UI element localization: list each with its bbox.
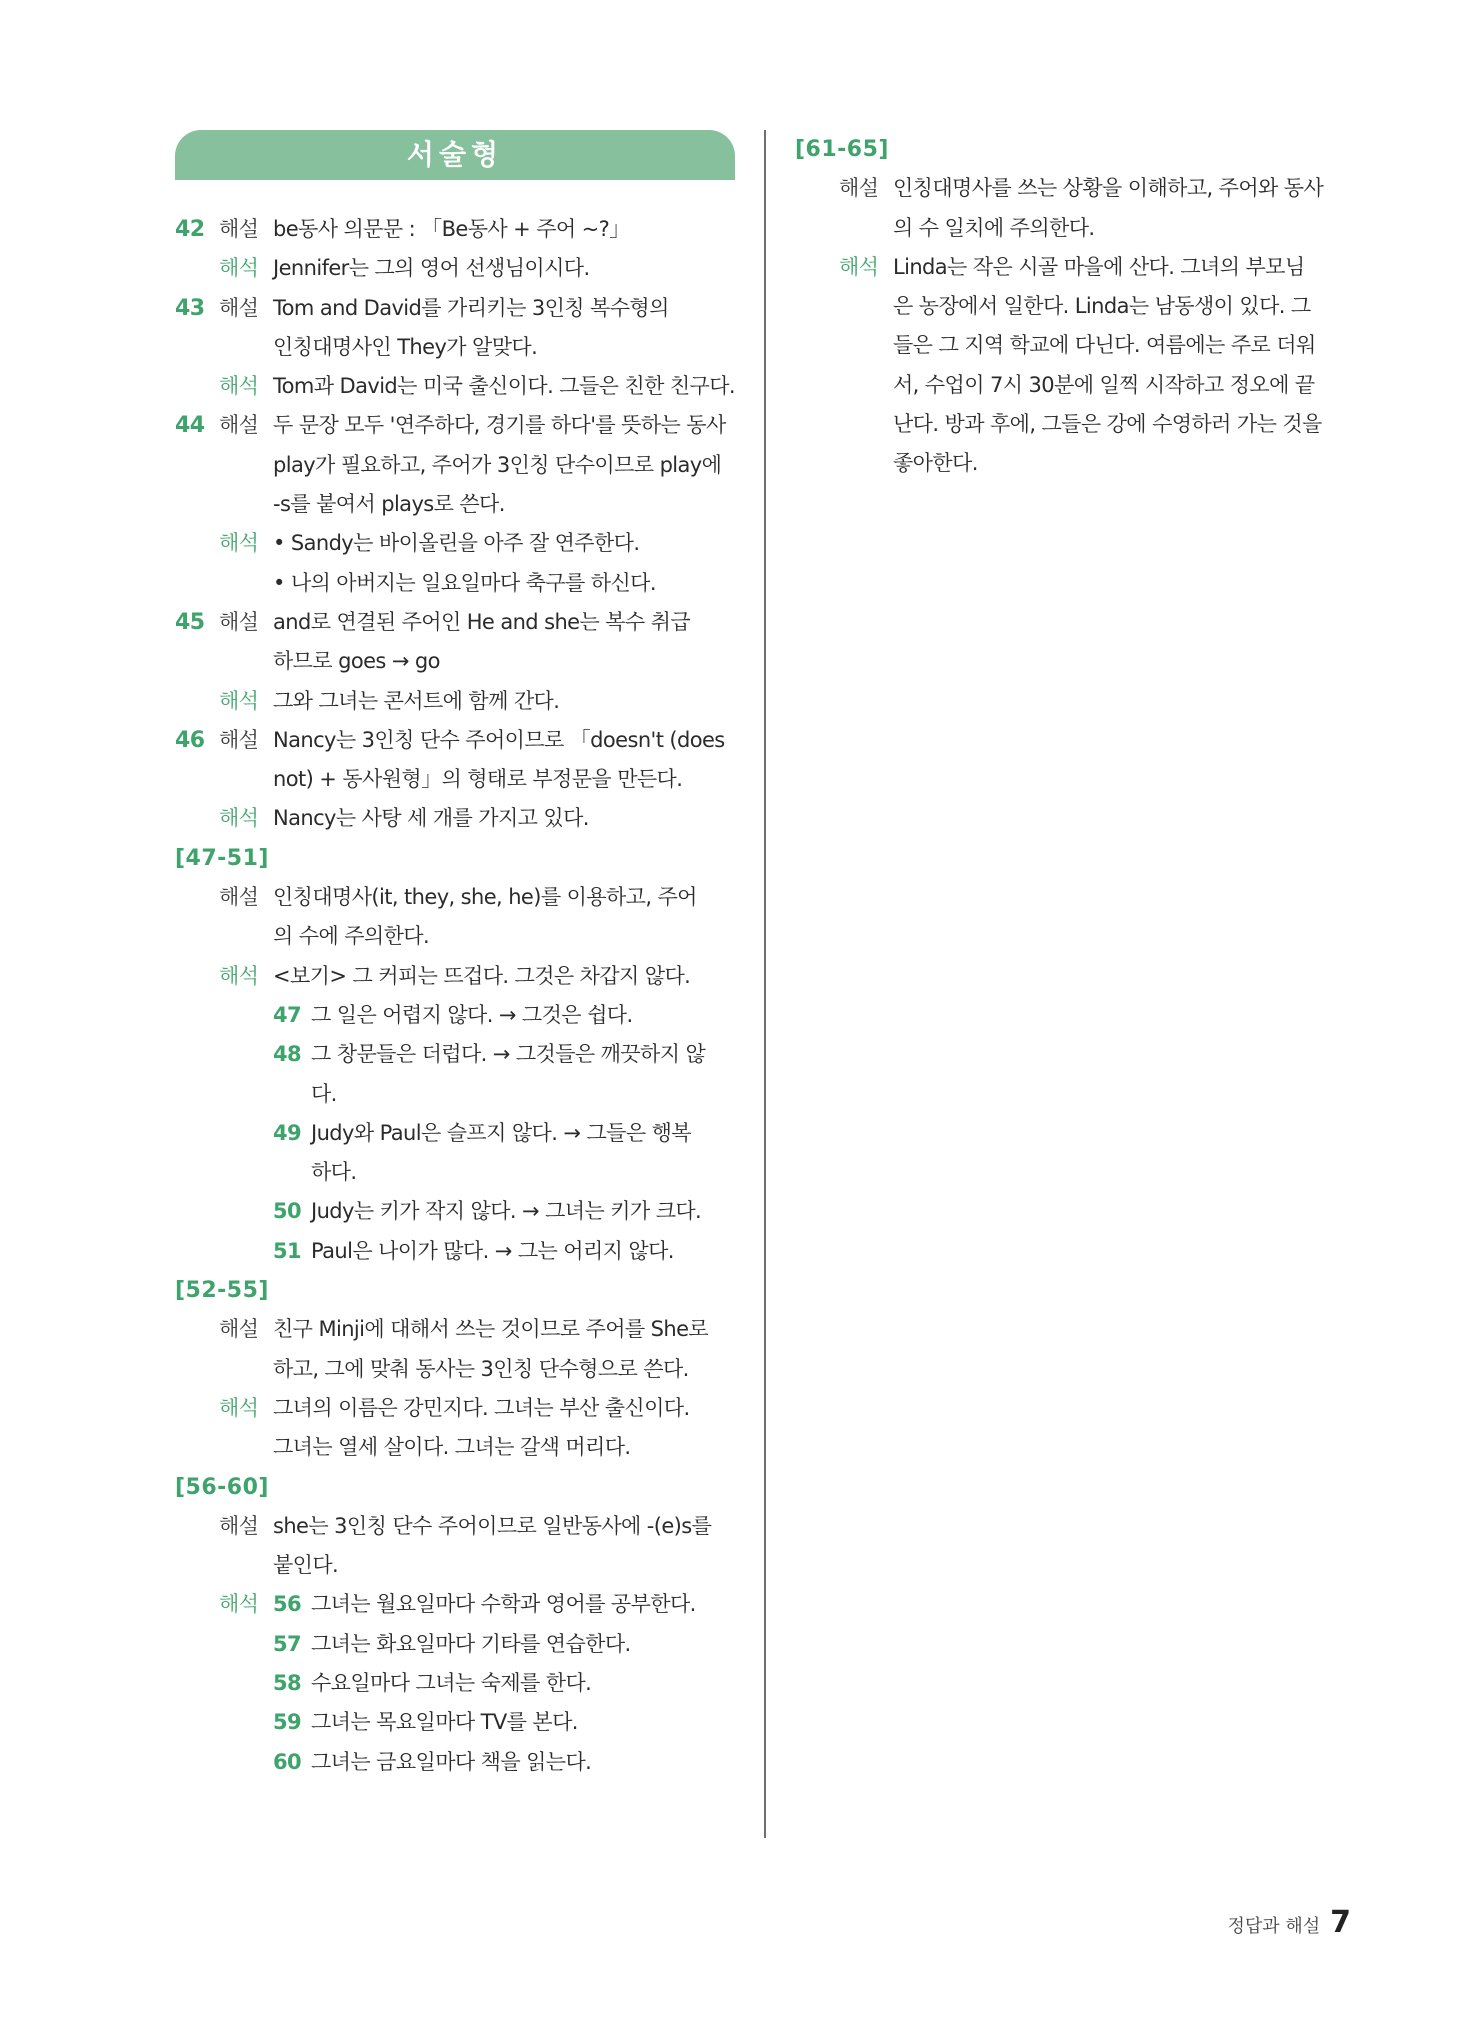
translate-text: <보기> 그 커피는 뜨겁다. 그것은 차갑지 않다. xyxy=(273,963,691,988)
group-47-51-title: [47-51] xyxy=(175,845,269,871)
answer-45-explain xyxy=(175,603,735,642)
answer-42-translate xyxy=(175,249,735,288)
question-number: 45 xyxy=(175,609,205,635)
question-number: 43 xyxy=(175,295,205,321)
answer-45-translate xyxy=(175,682,735,721)
item-text: Paul은 나이가 많다. → 그는 어리지 않다. xyxy=(311,1238,674,1263)
translate-text: 그와 그녀는 콘서트에 함께 간다. xyxy=(273,688,560,713)
explain-label: 해설 xyxy=(839,176,879,201)
translate-text: Jennifer는 그의 영어 선생님이시다. xyxy=(273,256,590,281)
left-column xyxy=(175,130,735,1782)
translate-label: 해석 xyxy=(219,1395,259,1420)
answer-47 xyxy=(175,996,735,1035)
answer-44-explain xyxy=(175,406,735,445)
item-text: 그녀는 목요일마다 TV를 본다. xyxy=(311,1710,578,1735)
explain-label: 해설 xyxy=(219,217,259,241)
group-52-55-title: [52-55] xyxy=(175,1278,269,1304)
section-banner: 서술형 xyxy=(175,130,735,180)
answer-49 xyxy=(175,1114,735,1153)
answer-46-explain-line xyxy=(175,760,735,799)
explain-text: be동사 의문문 : 「Be동사 + 주어 ~?」 xyxy=(273,217,630,241)
translate-label: 해석 xyxy=(839,254,879,279)
answer-42-explain xyxy=(175,210,735,249)
explain-label: 해설 xyxy=(219,1317,259,1342)
item-text: 그녀는 금요일마다 책을 읽는다. xyxy=(311,1749,592,1774)
item-number: 49 xyxy=(273,1120,302,1145)
explain-text: 친구 Minji에 대해서 쓰는 것이므로 주어를 She로 xyxy=(273,1317,709,1342)
answer-43-translate xyxy=(175,367,735,406)
answer-44-translate xyxy=(175,524,735,563)
translate-text: • 나의 아버지는 일요일마다 축구를 하신다. xyxy=(273,570,656,595)
answer-57 xyxy=(175,1625,735,1664)
group-52-55-translate-line xyxy=(175,1428,735,1467)
item-text: 하다. xyxy=(311,1160,357,1185)
translate-text: • Sandy는 바이올린을 아주 잘 연주한다. xyxy=(273,531,640,556)
translate-text: Linda는 작은 시골 마을에 산다. 그녀의 부모님 xyxy=(893,254,1305,279)
explain-text: she는 3인칭 단수 주어이므로 일반동사에 -(e)s를 xyxy=(273,1513,712,1538)
explain-text: 인칭대명사인 They가 알맞다. xyxy=(273,334,538,359)
answer-50 xyxy=(175,1192,735,1231)
group-52-55-explain xyxy=(175,1310,735,1349)
translate-text: 그녀는 열세 살이다. 그녀는 갈색 머리다. xyxy=(273,1435,631,1460)
translate-text: 좋아한다. xyxy=(893,451,978,476)
answer-49-line xyxy=(175,1153,735,1192)
item-text: 그녀는 화요일마다 기타를 연습한다. xyxy=(311,1631,631,1656)
translate-label: 해석 xyxy=(219,806,259,831)
explain-label: 해설 xyxy=(219,1513,259,1538)
translate-text: 그녀의 이름은 강민지다. 그녀는 부산 출신이다. xyxy=(273,1395,690,1420)
question-number: 42 xyxy=(175,217,205,242)
group-61-65-translate-line xyxy=(795,366,1355,405)
group-61-65-translate-line xyxy=(795,405,1355,444)
item-number: 51 xyxy=(273,1238,302,1263)
explain-text: 의 수에 주의한다. xyxy=(273,924,430,949)
group-61-65-explain-line xyxy=(795,209,1355,248)
item-number: 58 xyxy=(273,1670,302,1695)
explain-text: play가 필요하고, 주어가 3인칭 단수이므로 play에 xyxy=(273,452,722,477)
translate-text: 서, 수업이 7시 30분에 일찍 시작하고 정오에 끝 xyxy=(893,372,1315,397)
item-text: 그 창문들은 더럽다. → 그것들은 깨끗하지 않 xyxy=(311,1042,706,1067)
group-61-65-translate xyxy=(795,248,1355,287)
item-number: 57 xyxy=(273,1631,302,1656)
item-number: 48 xyxy=(273,1042,302,1067)
answer-48-line xyxy=(175,1075,735,1114)
item-text: 수요일마다 그녀는 숙제를 한다. xyxy=(311,1670,592,1695)
answer-44-explain-line xyxy=(175,446,735,485)
right-column xyxy=(795,130,1355,484)
group-61-65-title: [61-65] xyxy=(795,137,889,162)
explain-text: Nancy는 3인칭 단수 주어이므로 「doesn't (does xyxy=(273,727,725,752)
answer-48 xyxy=(175,1035,735,1074)
column-divider xyxy=(764,130,766,1838)
answer-46-explain xyxy=(175,721,735,760)
group-61-65-translate-line xyxy=(795,444,1355,483)
answer-56 xyxy=(175,1585,735,1624)
translate-label: 해석 xyxy=(219,256,259,281)
item-text: 다. xyxy=(311,1081,337,1106)
explain-text: 두 문장 모두 '연주하다, 경기를 하다'를 뜻하는 동사 xyxy=(273,413,726,438)
explain-text: and로 연결된 주어인 He and she는 복수 취급 xyxy=(273,609,691,634)
answer-43-explain xyxy=(175,289,735,328)
group-47-51-explain-line xyxy=(175,917,735,956)
answer-45-explain-line xyxy=(175,642,735,681)
group-61-65-translate-line xyxy=(795,326,1355,365)
group-47-51-translate xyxy=(175,957,735,996)
group-52-55-explain-line xyxy=(175,1350,735,1389)
group-56-60-title: [56-60] xyxy=(175,1474,269,1500)
group-52-55-translate xyxy=(175,1389,735,1428)
translate-label: 해석 xyxy=(219,1592,259,1617)
item-text: 그 일은 어렵지 않다. → 그것은 쉽다. xyxy=(311,1002,633,1027)
group-56-60-explain-line xyxy=(175,1546,735,1585)
explain-text: 하고, 그에 맞춰 동사는 3인칭 단수형으로 쓴다. xyxy=(273,1356,689,1381)
answer-59 xyxy=(175,1703,735,1742)
answer-60 xyxy=(175,1743,735,1782)
answer-51 xyxy=(175,1232,735,1271)
explain-label: 해설 xyxy=(219,295,259,320)
footer-title: 정답과 해설 xyxy=(1227,1916,1321,1937)
answer-46-translate xyxy=(175,799,735,838)
explain-text: not) + 동사원형」의 형태로 부정문을 만든다. xyxy=(273,767,683,792)
explain-text: 붙인다. xyxy=(273,1553,339,1578)
explain-text: 인칭대명사(it, they, she, he)를 이용하고, 주어 xyxy=(273,885,697,910)
translate-label: 해석 xyxy=(219,374,259,399)
page-footer xyxy=(1227,1905,1351,1940)
explain-label: 해설 xyxy=(219,727,259,752)
translate-label: 해석 xyxy=(219,531,259,556)
translate-label: 해석 xyxy=(219,963,259,988)
translate-text: 은 농장에서 일한다. Linda는 남동생이 있다. 그 xyxy=(893,294,1311,319)
question-number: 44 xyxy=(175,413,205,439)
item-number: 59 xyxy=(273,1710,302,1735)
item-text: Judy는 키가 작지 않다. → 그녀는 키가 크다. xyxy=(311,1199,702,1224)
explain-label: 해설 xyxy=(219,885,259,910)
item-number: 47 xyxy=(273,1002,302,1027)
explain-text: -s를 붙여서 plays로 쓴다. xyxy=(273,492,505,517)
answer-58 xyxy=(175,1664,735,1703)
translate-text: 난다. 방과 후에, 그들은 강에 수영하러 가는 것을 xyxy=(893,412,1322,437)
item-text: Judy와 Paul은 슬프지 않다. → 그들은 행복 xyxy=(311,1120,691,1145)
translate-text: 들은 그 지역 학교에 다닌다. 여름에는 주로 더워 xyxy=(893,333,1316,358)
item-number: 50 xyxy=(273,1199,302,1224)
group-61-65-explain xyxy=(795,169,1355,208)
answer-44-explain-line xyxy=(175,485,735,524)
page-number: 7 xyxy=(1330,1905,1351,1940)
translate-text: Nancy는 사탕 세 개를 가지고 있다. xyxy=(273,806,589,831)
translate-text: Tom과 David는 미국 출신이다. 그들은 친한 친구다. xyxy=(273,374,735,399)
explain-label: 해설 xyxy=(219,609,259,634)
group-61-65-translate-line xyxy=(795,287,1355,326)
explain-text: 하므로 goes → go xyxy=(273,649,440,674)
group-56-60-explain xyxy=(175,1507,735,1546)
item-number: 60 xyxy=(273,1749,302,1774)
item-text: 그녀는 월요일마다 수학과 영어를 공부한다. xyxy=(311,1592,696,1617)
explain-text: 인칭대명사를 쓰는 상황을 이해하고, 주어와 동사 xyxy=(893,176,1324,201)
item-number: 56 xyxy=(273,1592,302,1617)
answer-43-explain-line xyxy=(175,328,735,367)
group-47-51-explain xyxy=(175,878,735,917)
answer-44-translate-line xyxy=(175,564,735,603)
explain-text: Tom and David를 가리키는 3인칭 복수형의 xyxy=(273,295,669,320)
question-number: 46 xyxy=(175,727,205,753)
explain-text: 의 수 일치에 주의한다. xyxy=(893,215,1095,240)
translate-label: 해석 xyxy=(219,688,259,713)
explain-label: 해설 xyxy=(219,413,259,438)
